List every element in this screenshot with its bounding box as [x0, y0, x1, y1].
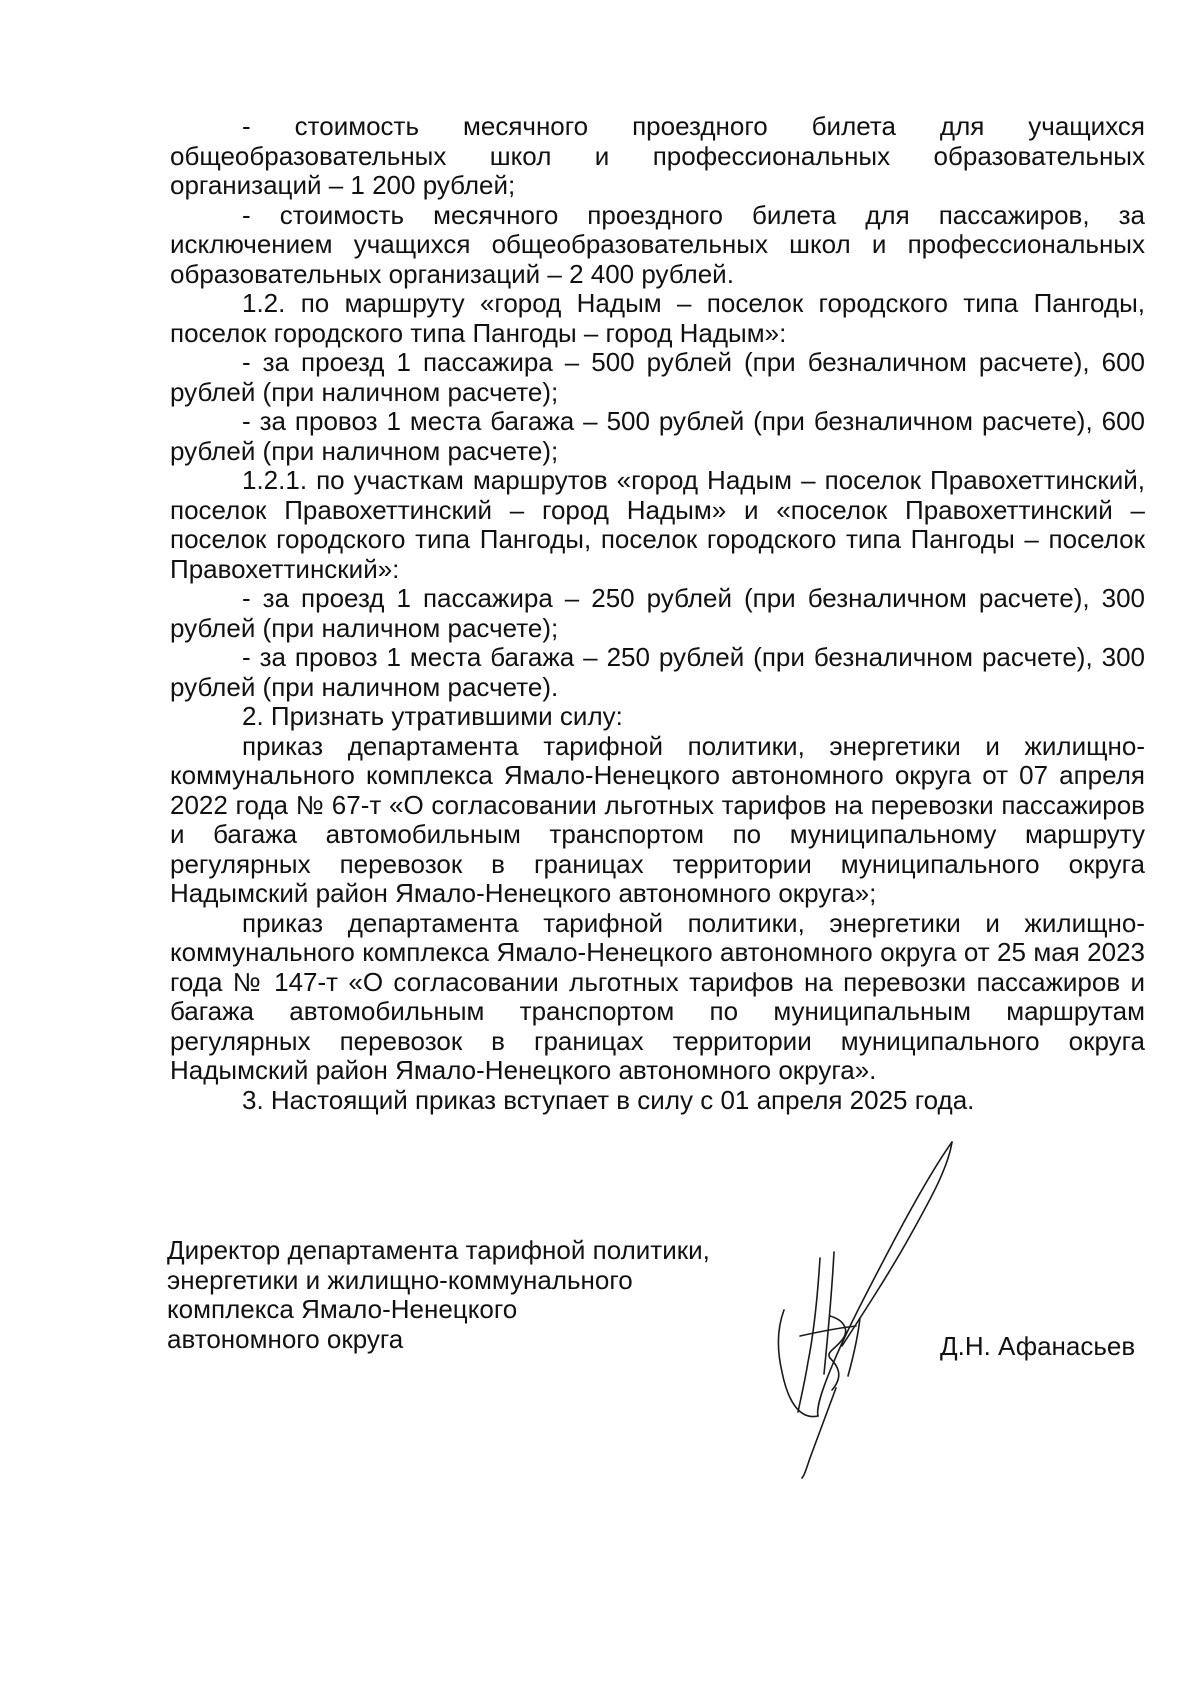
- paragraph-ticket-passengers: - стоимость месячного проездного билета для пассажиров, за исключением учащихся общеобразовательных школ и профессиональных образовательных организаций – 2 400 рублей.: [170, 199, 1145, 289]
- paragraph-route-1-2: 1.2. по маршруту «город Надым – поселок городского типа Пангоды, поселок городского типа Пангоды – город Надым»:: [170, 288, 1145, 348]
- paragraph-passenger-fare-500: - за проезд 1 пассажира – 500 рублей (при безналичном расчете), 600 рублей (при наличном расчете);: [170, 347, 1145, 407]
- signatory-position-line: Директор департамента тарифной политики,: [167, 1235, 710, 1265]
- paragraph-baggage-fare-500: - за провоз 1 места багажа – 500 рублей (при безналичном расчете), 600 рублей (при наличном расчете);: [170, 406, 1145, 466]
- paragraph-effective-date: 3. Настоящий приказ вступает в силу с 01 апреля 2025 года.: [242, 1084, 975, 1115]
- paragraph-passenger-fare-250: - за проезд 1 пассажира – 250 рублей (при безналичном расчете), 300 рублей (при наличном расчете);: [170, 583, 1145, 643]
- paragraph-ticket-students: - стоимость месячного проездного билета для учащихся общеобразовательных школ и профессиональных образовательных организаций – 1 200 рублей;: [170, 111, 1145, 200]
- paragraph-route-1-2-1: 1.2.1. по участкам маршрутов «город Надым – поселок Правохеттинский, поселок Правохеттинский – город Надым» и «поселок Правохеттинский – поселок городского типа Пангоды, поселок городского типа Пангоды – поселок Правохеттинский»:: [170, 465, 1145, 584]
- signatory-position-line: комплекса Ямало-Ненецкого: [167, 1294, 518, 1324]
- signatory-position: [167, 1236, 710, 1354]
- signatory-position-line: энергетики и жилищно-коммунального: [167, 1264, 633, 1295]
- paragraph-baggage-fare-250: - за провоз 1 места багажа – 250 рублей (при безналичном расчете), 300 рублей (при наличном расчете).: [170, 642, 1145, 702]
- paragraph-repealed-order-2022: приказ департамента тарифной политики, энергетики и жилищно-коммунального комплекса Ямало-Ненецкого автономного округа от 07 апреля 2022 года № 67-т «О согласовании льготных тарифов на перевозки пассажиров и багажа автомобильным транспортом по муниципальному маршруту регулярных перевозок в границах территории муниципального округа Надымский район Ямало-Ненецкого автономного округа»;: [170, 730, 1145, 908]
- signatory-position-line: автономного округа: [167, 1323, 404, 1354]
- handwritten-signature: [760, 1140, 960, 1480]
- signatory-name: Д.Н. Афанасьев: [940, 1331, 1136, 1361]
- paragraph-repeal-heading: 2. Признать утратившими силу:: [242, 701, 623, 731]
- document-body: [170, 112, 1145, 1115]
- paragraph-repealed-order-2023: приказ департамента тарифной политики, энергетики и жилищно-коммунального комплекса Ямало-Ненецкого автономного округа от 25 мая 2023 года № 147-т «О согласовании льготных тарифов на перевозки пассажиров и багажа автомобильным транспортом по муниципальным маршрутам регулярных перевозок в границах территории муниципального округа Надымский район Ямало-Ненецкого автономного округа».: [170, 907, 1145, 1085]
